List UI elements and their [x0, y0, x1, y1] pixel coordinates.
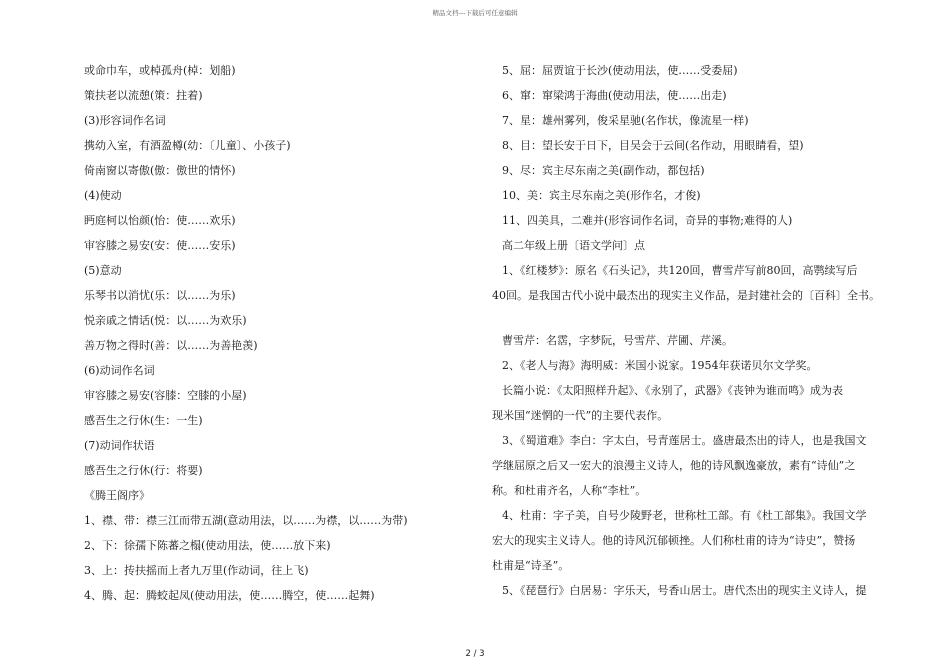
- text-line: 审容膝之易安(容膝：空膝的小屋): [84, 389, 247, 402]
- text-line: 或命巾车，或棹孤舟(棹：划船): [84, 64, 236, 77]
- text-line: (4)使动: [84, 189, 122, 202]
- text-line: (7)动词作状语: [84, 439, 155, 452]
- left-column: [84, 58, 429, 608]
- text-line: 7、星：雄州雾列，俊采星驰(名作状，像流星一样): [502, 114, 749, 127]
- right-column: [492, 58, 882, 603]
- text-line: 策扶老以流憩(策：拄着): [84, 89, 203, 102]
- text-line: 11、四美具，二难并(形容词作名词，奇异的事物;难得的人): [502, 214, 793, 227]
- text-line: 眄庭柯以怡颜(怡：使……欢乐): [84, 214, 236, 227]
- text-line: 9、尽：宾主尽东南之美(副作动，都包括): [502, 164, 705, 177]
- text-line: 乐琴书以消忧(乐：以……为乐): [84, 289, 236, 302]
- text-line: 善万物之得时(善：以……为善艳羡): [84, 339, 258, 352]
- text-line: 感吾生之行休(生：一生): [84, 414, 203, 427]
- text-line: 40回。是我国古代小说中最杰出的现实主义作品，是封建社会的〔百科〕全书。: [492, 289, 880, 302]
- text-line: 5、《琵琶行》白居易：字乐天，号香山居士。唐代杰出的现实主义诗人，提: [502, 584, 867, 597]
- text-line: 宏大的现实主义诗人。他的诗风沉郁顿挫。人们称杜甫的诗为“诗史”，赞扬: [492, 534, 856, 547]
- text-line: 杜甫是“诗圣”。: [492, 559, 570, 572]
- paragraph-gap: [492, 308, 882, 328]
- text-line: (6)动词作名词: [84, 364, 155, 377]
- text-line: 曹雪芹：名霑，字梦阮，号雪芹、芹圃、芹溪。: [502, 334, 733, 347]
- text-line: 4、杜甫：字子美，自号少陵野老，世称杜工部。有《杜工部集》。我国文学: [502, 509, 867, 522]
- text-line: 学继屈原之后又一宏大的浪漫主义诗人，他的诗风飘逸豪放，素有“诗仙”之: [492, 459, 856, 472]
- text-line: 称。和杜甫齐名，人称“李杜”。: [492, 484, 647, 497]
- text-line: 携幼入室，有酒盈樽(幼：〔儿童〕、小孩子): [84, 139, 291, 152]
- text-line: 5、屈：屈贾谊于长沙(使动用法，使……受委屈): [502, 64, 738, 77]
- text-line: 2、下：徐孺下陈蕃之榻(使动用法，使……放下来): [84, 539, 331, 552]
- text-line: 1、襟、带：襟三江而带五湖(意动用法，以……为襟，以……为带): [84, 514, 408, 527]
- text-line: 感吾生之行休(行：将要): [84, 464, 203, 477]
- text-line: 1、《红楼梦》：原名《石头记》，共120回，曹雪芹写前80回，高鹗续写后: [502, 264, 858, 277]
- page-number: 2 / 3: [465, 649, 485, 659]
- text-line: (5)意动: [84, 264, 122, 277]
- text-line: 悦亲戚之情话(悦：以……为欢乐): [84, 314, 247, 327]
- text-line: 现米国“迷惘的一代”的主要代表作。: [492, 409, 669, 422]
- text-line: 审容膝之易安(安：使……安乐): [84, 239, 236, 252]
- text-line: 倚南窗以寄傲(傲：傲世的情怀): [84, 164, 236, 177]
- page-header: 精品文档---下载后可任意编辑: [432, 9, 518, 17]
- text-line: 3、《蜀道难》李白：字太白，号青莲居士。盛唐最杰出的诗人，也是我国文: [502, 434, 867, 447]
- section-title: 高二年级上册〔语文学问〕点: [502, 239, 645, 252]
- text-line: 10、美：宾主尽东南之美(形作名，才俊): [502, 189, 701, 202]
- text-line: 4、腾、起：腾蛟起凤(使动用法，使……腾空，使……起舞): [84, 589, 375, 602]
- text-line: 3、上：抟扶摇而上者九万里(作动词，往上飞): [84, 564, 309, 577]
- text-line: 2、《老人与海》海明威：米国小说家。1954年获诺贝尔文学奖。: [502, 359, 818, 372]
- text-line: (3)形容词作名词: [84, 114, 166, 127]
- text-line: 6、窜：窜梁鸿于海曲(使动用法，使……出走): [502, 89, 727, 102]
- text-line: 长篇小说：《太阳照样升起》、《永别了，武器》《丧钟为谁而鸣》成为表: [502, 384, 843, 397]
- text-line: 8、目：望长安于日下，目吴会于云间(名作动，用眼睛看，望): [502, 139, 804, 152]
- section-title: 《腾王阁序》: [84, 489, 150, 502]
